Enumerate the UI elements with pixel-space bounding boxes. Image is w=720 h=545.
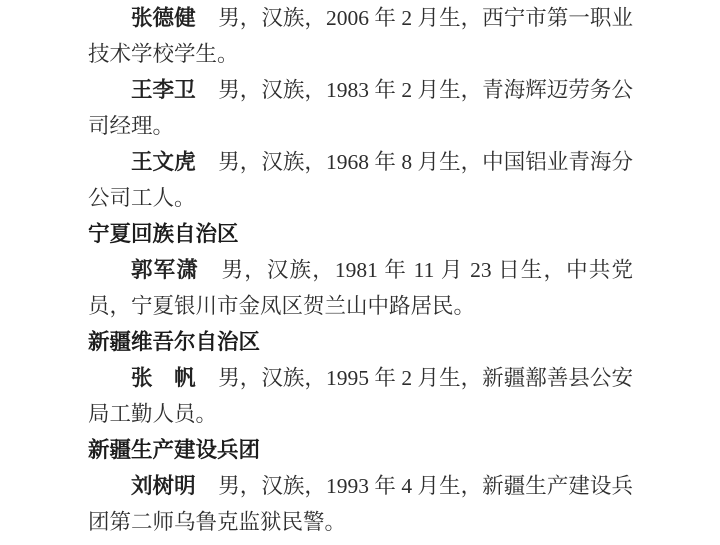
person-name: 张 帆 bbox=[131, 366, 196, 390]
region-header: 新疆生产建设兵团 bbox=[88, 438, 261, 462]
person-entry bbox=[88, 468, 633, 540]
person-entry bbox=[88, 360, 633, 432]
person-name: 张德健 bbox=[131, 6, 196, 30]
person-details: 男，汉族，2006 年 2 月生，西宁市第一职业技术学校学生。 bbox=[88, 6, 633, 66]
person-entry bbox=[88, 0, 633, 72]
person-name: 王文虎 bbox=[131, 150, 196, 174]
person-details: 男，汉族，1968 年 8 月生，中国铝业青海分公司工人。 bbox=[88, 150, 633, 210]
person-name: 郭军潇 bbox=[131, 258, 199, 282]
person-name: 王李卫 bbox=[131, 78, 196, 102]
person-details: 男，汉族，1981 年 11 月 23 日生，中共党员，宁夏银川市金凤区贺兰山中路居民。 bbox=[88, 258, 633, 318]
person-name: 刘树明 bbox=[131, 474, 196, 498]
person-details: 男，汉族，1995 年 2 月生，新疆鄯善县公安局工勤人员。 bbox=[88, 366, 633, 426]
region-header: 宁夏回族自治区 bbox=[88, 222, 239, 246]
person-entry bbox=[88, 72, 633, 144]
person-details: 男，汉族，1993 年 4 月生，新疆生产建设兵团第二师乌鲁克监狱民警。 bbox=[88, 474, 633, 534]
person-details: 男，汉族，1983 年 2 月生，青海辉迈劳务公司经理。 bbox=[88, 78, 633, 138]
person-entry bbox=[88, 144, 633, 216]
person-entry bbox=[88, 252, 633, 324]
region-header: 新疆维吾尔自治区 bbox=[88, 330, 261, 354]
